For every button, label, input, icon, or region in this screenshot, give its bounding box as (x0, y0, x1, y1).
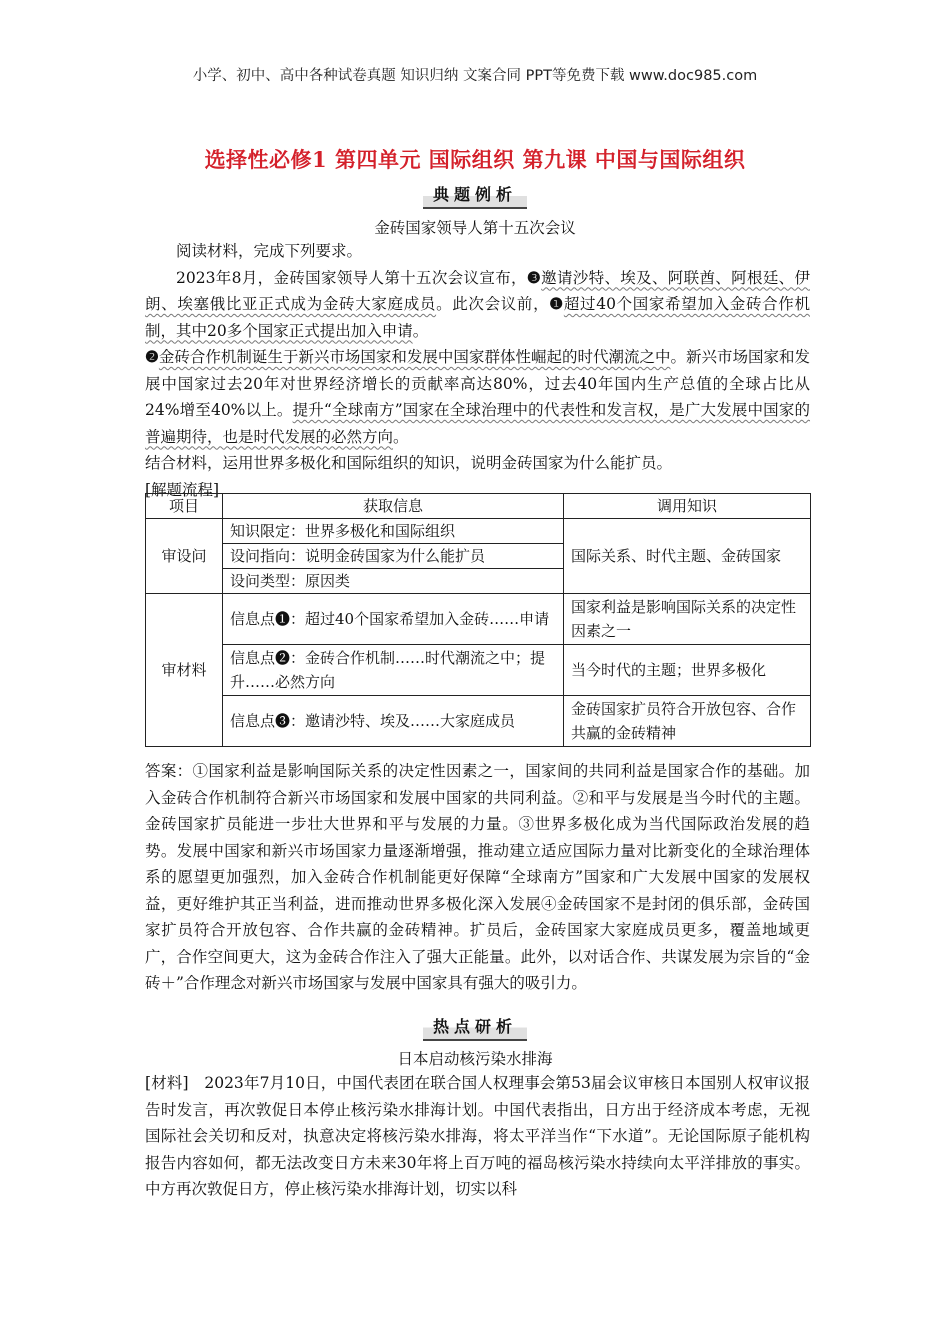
question-text: 结合材料，运用世界多极化和国际组织的知识，说明金砖国家为什么能扩员。 (145, 454, 673, 472)
intro-text: 阅读材料，完成下列要求。 (176, 242, 363, 260)
page-title: 选择性必修1 第四单元 国际组织 第九课 中国与国际组织 (204, 147, 746, 172)
section-tag-example-label: 典题例析 (423, 182, 527, 209)
material-para-2: ❷金砖合作机制诞生于新兴市场国家和发展中国家群体性崛起的时代潮流之中。新兴市场国家和发展中国家过去20年对世界经济增长的贡献率高达80%，过去40年国内生产总值的全球占比从24%增至40%以上。提升“全球南方”国家在全球治理中的代表性和发言权，是广大发展中国家的普遍期待，也是时代发展的必然方向。 (145, 347, 811, 446)
table-row (146, 519, 811, 544)
table-row (146, 594, 811, 645)
section-tag-hot (0, 1014, 950, 1041)
table-cell: 设问指向：说明金砖国家为什么能扩员 (223, 544, 564, 569)
table-header-row (146, 494, 811, 519)
wavy-point-2b: 提升“全球南方”国家在全球治理中的代表性和发言权，是广大发展中国家的普遍期待，也是时代发展的必然方向 (145, 401, 811, 446)
header-item: 项目 (146, 494, 223, 519)
site-header: 小学、初中、高中各种试卷真题 知识归纳 文案合同 PPT等免费下载 www.doc985.com (192, 68, 758, 84)
material-para-1: 2023年8月，金砖国家领导人第十五次会议宣布，❸邀请沙特、埃及、阿联酋、阿根廷、伊朗、埃塞俄比亚正式成为金砖大家庭成员。此次会议前，❶超过40个国家希望加入金砖合作机制，其中20多个国家正式提出加入申请。 (145, 267, 810, 340)
example-material (145, 238, 810, 503)
table-cell: 金砖国家扩员符合开放包容、合作共赢的金砖精神 (564, 696, 811, 747)
table-cell: 设问类型：原因类 (223, 569, 564, 594)
hot-topic: 日本启动核污染水排海 (397, 1050, 553, 1068)
table-cell: 国际关系、时代主题、金砖国家 (564, 519, 811, 594)
marker-3: ❸ (526, 267, 542, 287)
table-cell: 信息点❶：超过40个国家希望加入金砖……申请 (223, 594, 564, 645)
wavy-point-1: 超过40个国家希望加入金砖合作机制，其中20多个国家正式提出加入申请 (145, 295, 810, 340)
answer-text: 答案：①国家利益是影响国际关系的决定性因素之一，国家间的共同利益是国家合作的基础。加入金砖合作机制符合新兴市场国家和发展中国家的共同利益。②和平与发展是当今时代的主题。金砖国家扩员能进一步壮大世界和平与发展的力量。③世界多极化成为当代国际政治发展的趋势。发展中国家和新兴市场国家力量逐渐增强，推动建立适应国际力量对比新变化的全球治理体系的愿望更加强烈，加入金砖合作机制能更好保障“全球南方”国家和广大发展中国家的发展权益，更好维护其正当利益，进而推动世界多极化深入发展④金砖国家不是封闭的俱乐部，金砖国家扩员符合开放包容、合作共赢的金砖精神。扩员后，金砖国家大家庭成员更多，覆盖地域更广，合作空间更大，这为金砖合作注入了强大正能量。此外，以对话合作、共谋发展为宗旨的“金砖＋”合作理念对新兴市场国家与发展中国家具有强大的吸引力。 (145, 762, 810, 992)
marker-1: ❶ (549, 294, 564, 313)
table-cell: 信息点❷：金砖合作机制……时代潮流之中；提升……必然方向 (223, 645, 564, 696)
hot-material (145, 1070, 810, 1203)
header-knowledge: 调用知识 (564, 494, 811, 519)
group-label-question: 审设问 (146, 519, 223, 594)
marker-2: ❷ (145, 347, 159, 366)
group-label-material: 审材料 (146, 594, 223, 747)
section-tag-example (0, 182, 950, 209)
header-info: 获取信息 (223, 494, 564, 519)
example-topic: 金砖国家领导人第十五次会议 (374, 219, 576, 237)
wavy-point-2a: 金砖合作机制诞生于新兴市场国家和发展中国家群体性崛起的时代潮流之中 (158, 348, 671, 366)
solution-flow-table (145, 493, 811, 747)
answer-block (145, 758, 810, 997)
wavy-point-3: 邀请沙特、埃及、阿联酋、阿根廷、伊朗、埃塞俄比亚正式成为金砖大家庭成员 (145, 268, 810, 313)
section-tag-hot-label: 热点研析 (423, 1014, 527, 1041)
table-row (146, 696, 811, 747)
table-cell: 国家利益是影响国际关系的决定性因素之一 (564, 594, 811, 645)
hot-material-text: [材料] 2023年7月10日，中国代表团在联合国人权理事会第53届会议审核日本国别人权审议报告时发言，再次敦促日本停止核污染水排海计划。中国代表指出，日方出于经济成本考虑，无视国际社会关切和反对，执意决定将核污染水排海，将太平洋当作“下水道”。无论国际原子能机构报告内容如何，都无法改变日方未来30年将上百万吨的福岛核污染水持续向太平洋排放的事实。中方再次敦促日方，停止核污染水排海计划，切实以科 (145, 1074, 810, 1198)
table-cell: 信息点❸：邀请沙特、埃及……大家庭成员 (223, 696, 564, 747)
table-row (146, 645, 811, 696)
table-cell: 当今时代的主题；世界多极化 (564, 645, 811, 696)
table-cell: 知识限定：世界多极化和国际组织 (223, 519, 564, 544)
flow-label: [解题流程] (145, 480, 220, 499)
